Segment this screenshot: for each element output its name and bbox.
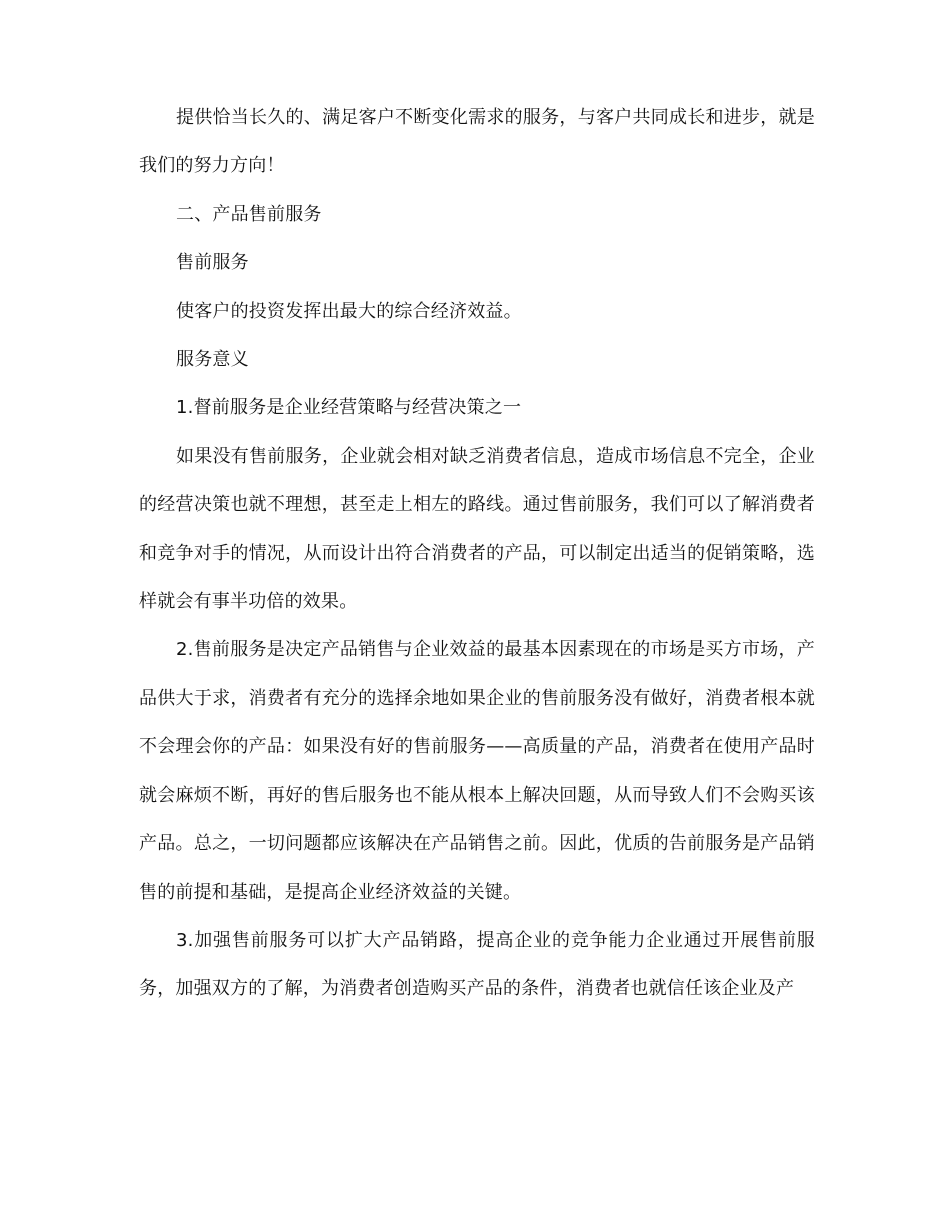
point-1-body: 如果没有售前服务，企业就会相对缺乏消费者信息，造成市场信息不完全，企业的经营决策也就不理想，甚至走上相左的路线。通过售前服务，我们可以了解消费者和竞争对手的情况，从而设计出符合消费者的产品，可以制定出适当的促销策略，选样就会有事半功倍的效果。 (139, 445, 815, 613)
closing-paragraph: 提供恰当长久的、满足客户不断变化需求的服务，与客户共同成长和进步，就是我们的努力方向！ (139, 107, 815, 177)
section-heading: 二、产品售前服务 (176, 203, 322, 225)
presales-goal-paragraph: 使客户的投资发挥出最大的综合经济效益。 (176, 300, 522, 322)
subheading-significance: 服务意义 (176, 349, 249, 371)
point-3-paragraph: 3.加强售前服务可以扩大产品销路，提高企业的竞争能力企业通过开展售前服务，加强双方的了解，为消费者创造购买产品的条件，消费者也就信任该企业及产 (139, 929, 815, 1000)
point-2-paragraph: 2.售前服务是决定产品销售与企业效益的最基本因素现在的市场是买方市场，产品供大于求，消费者有充分的选择余地如果企业的售前服务没有做好，消费者根本就不会理会你的产品：如果没有好的售前服务——高质量的产品，消费者在使用产品时就会麻烦不断，再好的售后服务也不能从根本上解决回题，从而导致人们不会购买该产品。总之，一切问题都应该解决在产品销售之前。因此，优质的告前服务是产品销售的前提和基础，是提高企业经济效益的关键。 (139, 639, 815, 903)
document-body (139, 94, 815, 1014)
subheading-presales: 售前服务 (176, 252, 249, 274)
point-1-heading: 1.督前服务是企业经营策略与经营决策之一 (176, 397, 522, 419)
